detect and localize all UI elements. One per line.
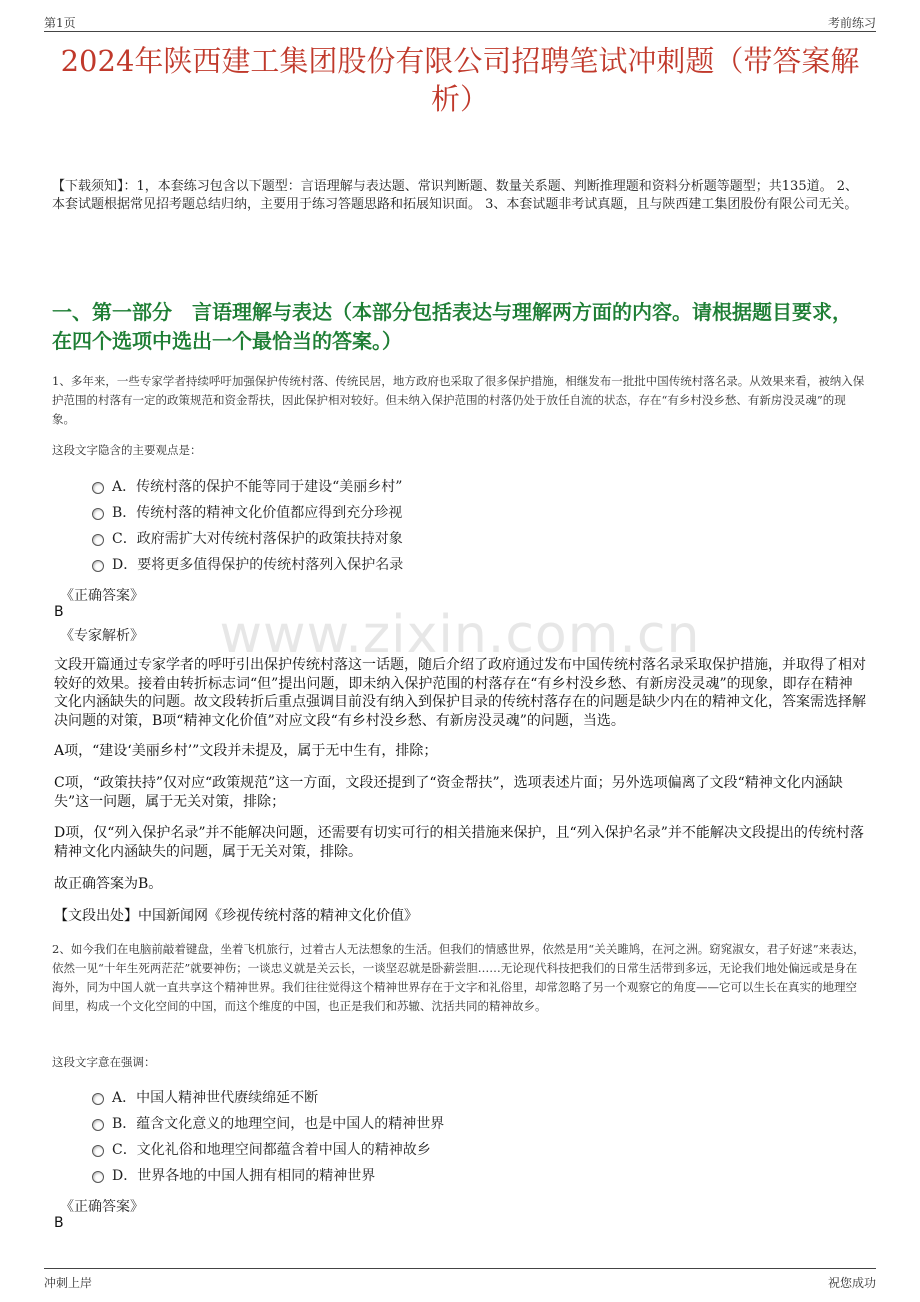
radio-icon[interactable] <box>92 560 104 572</box>
page-header <box>44 10 876 32</box>
question-1-option-c[interactable] <box>92 525 403 551</box>
question-1-option-b[interactable] <box>92 499 403 525</box>
section-heading: 一、第一部分 言语理解与表达（本部分包括表达与理解两方面的内容。请根据题目要求，在四个选项中选出一个最恰当的答案。） <box>52 300 852 353</box>
question-2-option-b[interactable] <box>92 1110 444 1136</box>
watermark: www.zixin.com.cn <box>219 605 701 665</box>
option-label: C．文化礼俗和地理空间都蕴含着中国人的精神故乡 <box>112 1142 431 1158</box>
page-title: 2024年陕西建工集团股份有限公司招聘笔试冲刺题（带答案解析） <box>60 44 860 116</box>
question-1-analysis-label: 《专家解析》 <box>60 628 144 644</box>
header-tag: 考前练习 <box>827 16 876 30</box>
option-label: A．中国人精神世代赓续绵延不断 <box>112 1090 319 1106</box>
question-1-text: 1、多年来，一些专家学者持续呼吁加强保护传统村落、传统民居，地方政府也采取了很多保护措施，相继发布一批批中国传统村落名录。从效果来看，被纳入保护范围的村落有一定的政策规范和资金帮扶，因此保护相对较好。但未纳入保护范围的村落仍处于放任自流的状态，存在“有乡村没乡愁、有新房没灵魂”的现象。 <box>52 374 865 426</box>
question-1-analysis-c: C项，“政策扶持”仅对应“政策规范”这一方面，文段还提到了“资金帮扶”，选项表述片面；另外选项偏离了文段“精神文化内涵缺失”这一问题，属于无关对策，排除； <box>54 775 843 810</box>
radio-icon[interactable] <box>92 1171 104 1183</box>
radio-icon[interactable] <box>92 1145 104 1157</box>
download-notice: 【下载须知】：1，本套练习包含以下题型：言语理解与表达题、常识判断题、数量关系题、判断推理题和资料分析题等题型；共135道。 2、本套试题根据常见招考题总结归纳，主要用于练习答题思路和拓展知识面。 3、本套试题非考试真题，且与陕西建工集团股份有限公司无关。 <box>52 179 858 212</box>
question-2-text: 2、如今我们在电脑前敲着键盘，坐着飞机旅行，过着古人无法想象的生活。但我们的情感世界，依然是用“关关雎鸠，在河之洲。窈窕淑女，君子好逑”来表达，依然一见“十年生死两茫茫”就要神伤；一谈忠义就是关云长，一谈坚忍就是卧薪尝胆……无论现代科技把我们的日常生活带到多远，无论我们地处偏远或是身在海外，同为中国人就一直共享这个精神世界。我们往往觉得这个精神世界存在于文字和礼俗里，却常忽略了另一个观察它的角度——它可以生长在真实的地理空间里，构成一个文化空间的中国，而这个维度的中国，也正是我们和苏辙、沈括共同的精神故乡。 <box>52 942 865 1013</box>
question-1-conclusion: 故正确答案为B。 <box>54 876 163 892</box>
page-footer <box>44 1268 876 1292</box>
question-1-analysis-a: A项，“建设‘美丽乡村’”文段并未提及，属于无中生有，排除； <box>54 743 438 759</box>
question-1-analysis-d: D项，仅“列入保护名录”并不能解决问题，还需要有切实可行的相关措施来保护，且“列入保护名录”并不能解决文段提出的传统村落精神文化内涵缺失的问题，属于无关对策，排除。 <box>54 825 864 860</box>
question-2-option-a[interactable] <box>92 1084 444 1110</box>
question-1-source: 【文段出处】中国新闻网《珍视传统村落的精神文化价值》 <box>54 908 418 924</box>
option-label: B．蕴含文化意义的地理空间，也是中国人的精神世界 <box>112 1116 445 1132</box>
question-1-options <box>92 473 403 577</box>
radio-icon[interactable] <box>92 1093 104 1105</box>
question-1-option-a[interactable] <box>92 473 403 499</box>
question-2-option-c[interactable] <box>92 1136 444 1162</box>
radio-icon[interactable] <box>92 534 104 546</box>
option-label: A．传统村落的保护不能等同于建设“美丽乡村” <box>112 479 403 495</box>
question-2-option-d[interactable] <box>92 1162 444 1188</box>
question-1-answer: B <box>54 604 64 620</box>
question-1-analysis-main: 文段开篇通过专家学者的呼吁引出保护传统村落这一话题，随后介绍了政府通过发布中国传统村落名录采取保护措施，并取得了相对较好的效果。接着由转折标志词“但”提出问题，即未纳入保护范围的村落存在“有乡村没乡愁、有新房没灵魂”的现象，即存在精神文化内涵缺失的问题。故文段转折后重点强调目前没有纳入到保护目录的传统村落存在的问题是缺少内在的精神文化，答案需选择解决问题的对策，B项“精神文化价值”对应文段“有乡村没乡愁、有新房没灵魂”的问题，当选。 <box>54 657 866 729</box>
question-2-options <box>92 1084 444 1188</box>
question-1-option-d[interactable] <box>92 551 403 577</box>
question-1-prompt: 这段文字隐含的主要观点是： <box>52 443 202 457</box>
footer-right: 祝您成功 <box>827 1276 876 1290</box>
page-number: 第1页 <box>44 16 76 30</box>
option-label: B．传统村落的精神文化价值都应得到充分珍视 <box>112 505 403 521</box>
option-label: D．世界各地的中国人拥有相同的精神世界 <box>112 1168 376 1184</box>
radio-icon[interactable] <box>92 1119 104 1131</box>
radio-icon[interactable] <box>92 508 104 520</box>
radio-icon[interactable] <box>92 482 104 494</box>
question-2-answer-label: 《正确答案》 <box>60 1199 144 1215</box>
footer-left: 冲刺上岸 <box>44 1276 93 1290</box>
question-2-answer: B <box>54 1215 64 1231</box>
question-2-prompt: 这段文字意在强调： <box>52 1055 156 1069</box>
question-1-answer-label: 《正确答案》 <box>60 588 144 604</box>
option-label: C．政府需扩大对传统村落保护的政策扶持对象 <box>112 531 403 547</box>
option-label: D．要将更多值得保护的传统村落列入保护名录 <box>112 557 404 573</box>
